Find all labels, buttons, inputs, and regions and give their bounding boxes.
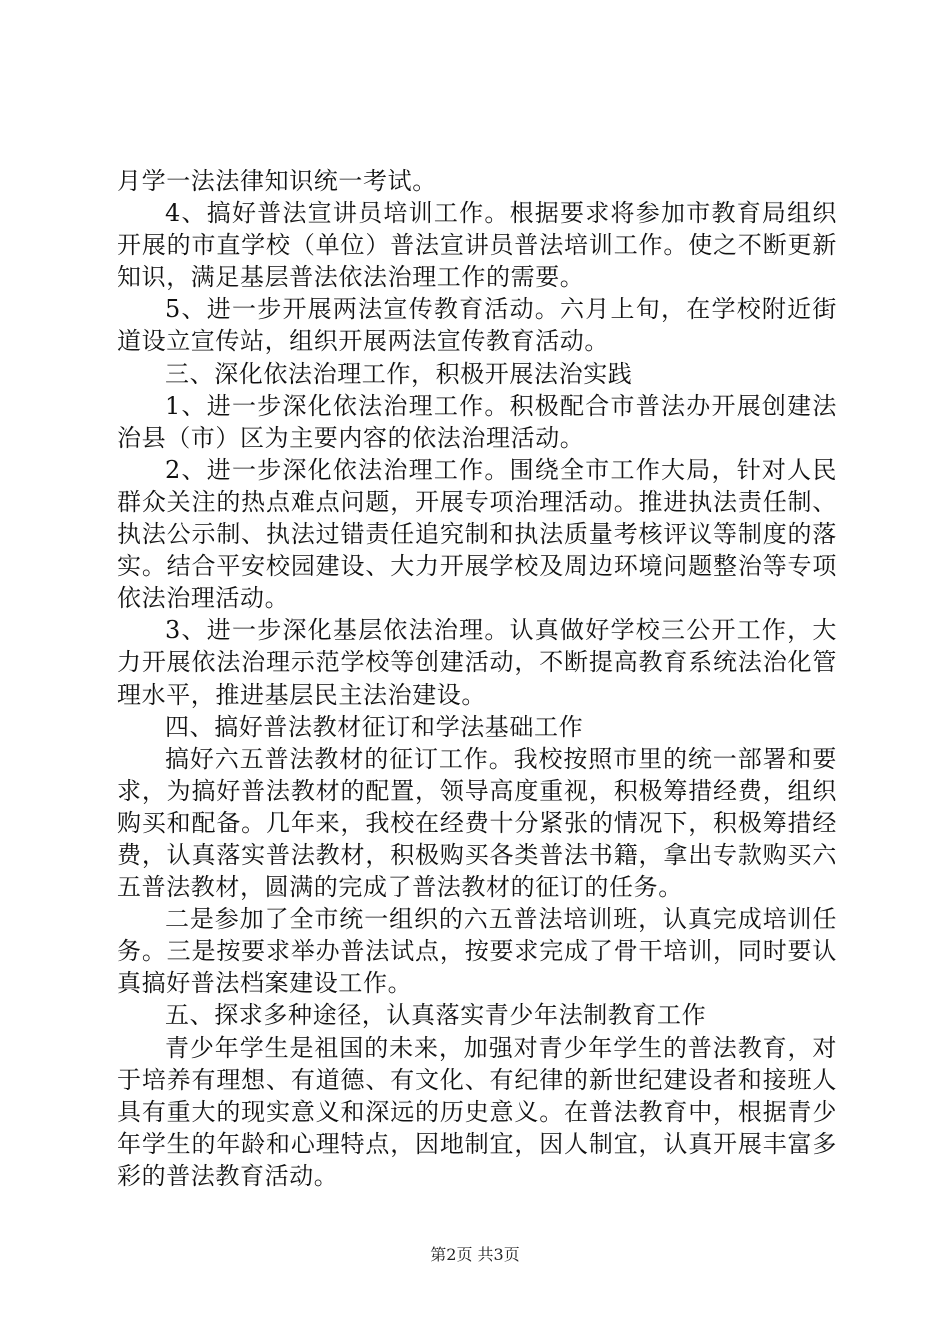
- paragraph-section4-body-2: 二是参加了全市统一组织的六五普法培训班，认真完成培训任务。三是按要求举办普法试点，按要求完成了骨干培训，同时要认真搞好普法档案建设工作。: [117, 905, 837, 998]
- paragraph-section3-item-1: 1、进一步深化依法治理工作。积极配合市普法办开展创建法治县（市）区为主要内容的依法治理活动。: [117, 391, 837, 452]
- section-heading-5: 五、探求多种途径，认真落实青少年法制教育工作: [165, 1001, 707, 1030]
- paragraph-section3-item-3: 3、进一步深化基层依法治理。认真做好学校三公开工作，大力开展依法治理示范学校等创建活动，不断提高教育系统法治化管理水平，推进基层民主法治建设。: [117, 616, 837, 709]
- paragraph-section5-body: 青少年学生是祖国的未来，加强对青少年学生的普法教育，对于培养有理想、有道德、有文化、有纪律的新世纪建设者和接班人具有重大的现实意义和深远的历史意义。在普法教育中，根据青少年学生的年龄和心理特点，因地制宜，因人制宜，认真开展丰富多彩的普法教育活动。: [117, 1033, 837, 1190]
- paragraph-section3-item-2: 2、进一步深化依法治理工作。围绕全市工作大局，针对人民群众关注的热点难点问题，开展专项治理活动。推进执法责任制、执法公示制、执法过错责任追究制和执法质量考核评议等制度的落实。结合平安校园建设、大力开展学校及周边环境问题整治等专项依法治理活动。: [117, 455, 837, 613]
- section-heading-3: 三、深化依法治理工作，积极开展法治实践: [165, 359, 633, 388]
- page-footer: 第2页 共3页: [430, 1245, 520, 1264]
- paragraph-item-5: 5、进一步开展两法宣传教育活动。六月上旬，在学校附近街道设立宣传站，组织开展两法宣传教育活动。: [117, 295, 837, 356]
- paragraph-continuation: 月学一法法律知识统一考试。: [117, 167, 437, 195]
- document-body: [117, 165, 837, 1192]
- paragraph-section4-body-1: 搞好六五普法教材的征订工作。我校按照市里的统一部署和要求，为搞好普法教材的配置，领导高度重视，积极筹措经费，组织购买和配备。几年来，我校在经费十分紧张的情况下，积极筹措经费，认真落实普法教材，积极购买各类普法书籍，拿出专款购买六五普法教材，圆满的完成了普法教材的征订的任务。: [117, 744, 837, 902]
- paragraph-item-4: 4、搞好普法宣讲员培训工作。根据要求将参加市教育局组织开展的市直学校（单位）普法宣讲员普法培训工作。使之不断更新知识，满足基层普法依法治理工作的需要。: [117, 199, 837, 292]
- section-heading-4: 四、搞好普法教材征订和学法基础工作: [165, 712, 584, 741]
